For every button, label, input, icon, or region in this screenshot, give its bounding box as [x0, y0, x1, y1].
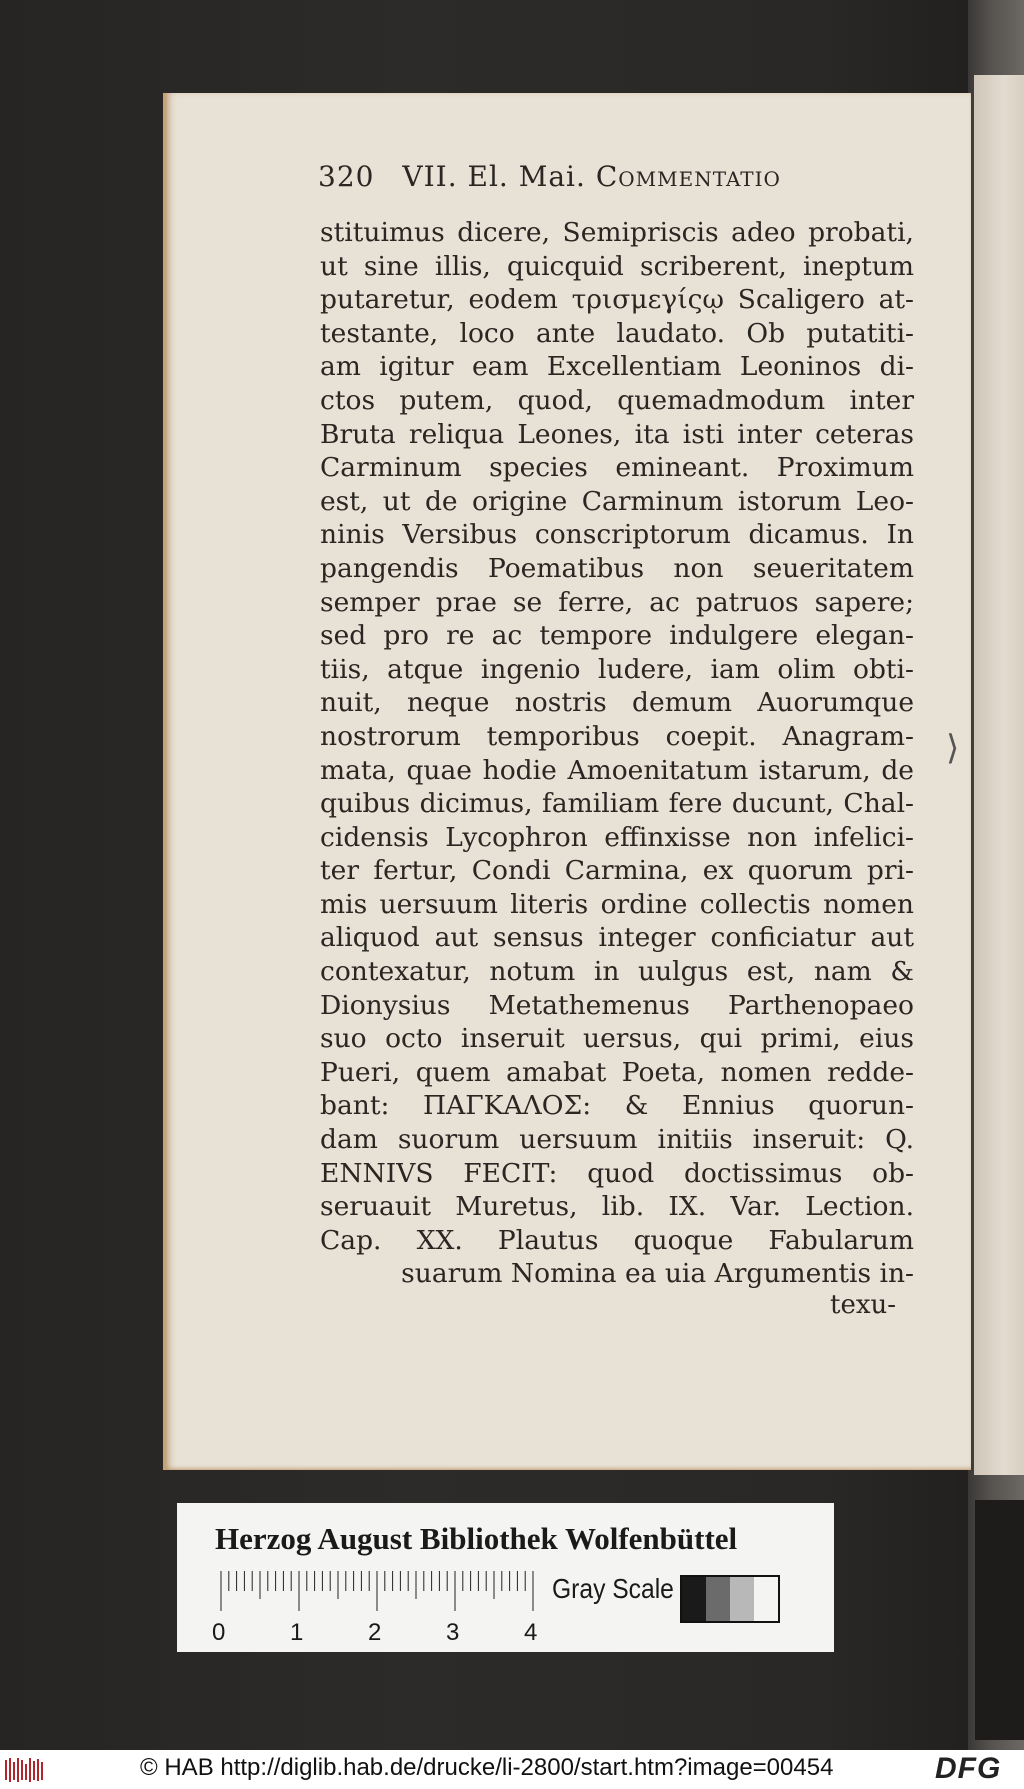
text-line: Cap. XX. Plautus quoque Fabularum [320, 1224, 914, 1256]
text-line: ter fertur, Condi Carmina, ex quorum pri- [320, 855, 914, 887]
gray-swatch [730, 1577, 754, 1621]
text-line: ninis Versibus conscriptorum dicamus. In [320, 519, 914, 551]
text-line: mis uersuum literis ordine collectis nomen [320, 888, 914, 920]
margin-mark: ⟩ [946, 728, 960, 768]
text-line: est, ut de origine Carminum istorum Leo- [320, 485, 914, 517]
text-line: nuit, neque nostris demum Auorumque [320, 687, 914, 719]
ruler-number: 1 [290, 1619, 304, 1646]
gray-swatch [706, 1577, 730, 1621]
text-line: testante, loco ante laudato. Ob putatiti- [320, 317, 914, 349]
text-line: suo octo inseruit uersus, qui primi, eius [320, 1023, 914, 1055]
text-line: bant: ΠΑΓΚΑΛΟΣ: & Ennius quorun- [320, 1090, 914, 1122]
text-line: cidensis Lycophron effinxisse non infelici- [320, 821, 914, 853]
ruler-number: 3 [446, 1619, 460, 1646]
gray-swatch [754, 1577, 778, 1621]
text-line: dam suorum uersuum initiis inseruit: Q. [320, 1124, 914, 1156]
running-title-prefix: VII. El. Mai. [402, 160, 596, 193]
text-line: Pueri, quem amabat Poeta, nomen redde- [320, 1056, 914, 1088]
ruler-number: 0 [212, 1619, 226, 1646]
text-line: stituimus dicere, Semipriscis adeo probati, [320, 217, 914, 248]
color-reference-card [177, 1503, 834, 1652]
card-title: Herzog August Bibliothek Wolfenbüttel [215, 1521, 738, 1556]
text-line: ut sine illis, quicquid scriberent, ineptum [320, 250, 914, 282]
adjacent-page-edge [974, 75, 1024, 1475]
text-line: semper prae se ferre, ac patruos sapere; [320, 586, 914, 618]
adjacent-page-lower [975, 1500, 1024, 1740]
ruler-number: 4 [524, 1619, 538, 1646]
running-title-rest: Commentatio [595, 160, 781, 193]
ruler-number: 2 [368, 1619, 382, 1646]
catchword: texu- [830, 1290, 897, 1320]
body-text [320, 216, 914, 1291]
footer-bar [0, 1750, 1024, 1789]
text-line: aliquod aut sensus integer conficiatur aut [320, 922, 914, 954]
text-line: nostrorum temporibus coepit. Anagram- [320, 720, 914, 752]
page-header [318, 160, 918, 204]
gray-scale-swatches [680, 1575, 780, 1623]
text-line: ENNIVS FECIT: quod doctissimus ob- [320, 1157, 914, 1189]
text-line: pangendis Poematibus non seueritatem [320, 552, 914, 584]
text-line: tiis, atque ingenio ludere, iam olim obti- [320, 653, 914, 685]
text-line: Carminum species emineant. Proximum [320, 452, 914, 484]
text-line: Dionysius Metathemenus Parthenopaeo [320, 989, 914, 1021]
text-line: seruauit Muretus, lib. IX. Var. Lection. [320, 1191, 914, 1223]
ruler [219, 1571, 535, 1611]
text-line: suarum Nomina ea uia Argumentis in- [401, 1258, 914, 1290]
ruler-numbers [212, 1619, 538, 1649]
page-number: 320 [318, 160, 375, 193]
text-line: contexatur, notum in uulgus est, nam & [320, 956, 914, 988]
text-line: mata, quae hodie Amoenitatum istarum, de [320, 754, 914, 786]
text-line: ctos putem, quod, quemadmodum inter [320, 384, 914, 416]
text-line: putaretur, eodem τρισμεγίςῳ Scaligero at- [320, 284, 914, 316]
hab-logo-icon [4, 1756, 44, 1784]
text-line: am igitur eam Excellentiam Leoninos di- [320, 351, 914, 383]
gray-swatch [682, 1577, 706, 1621]
text-line: sed pro re ac tempore indulgere elegan- [320, 620, 914, 652]
copyright-link[interactable]: © HAB http://diglib.hab.de/drucke/li-2800/start.htm?image=00454 [140, 1754, 834, 1781]
gray-scale-label: Gray Scale [552, 1573, 674, 1604]
text-line: quibus dicimus, familiam fere ducunt, Chal- [320, 788, 914, 820]
text-line: Bruta reliqua Leones, ita isti inter ceteras [320, 418, 914, 450]
dfg-logo: DFG [935, 1752, 1002, 1785]
